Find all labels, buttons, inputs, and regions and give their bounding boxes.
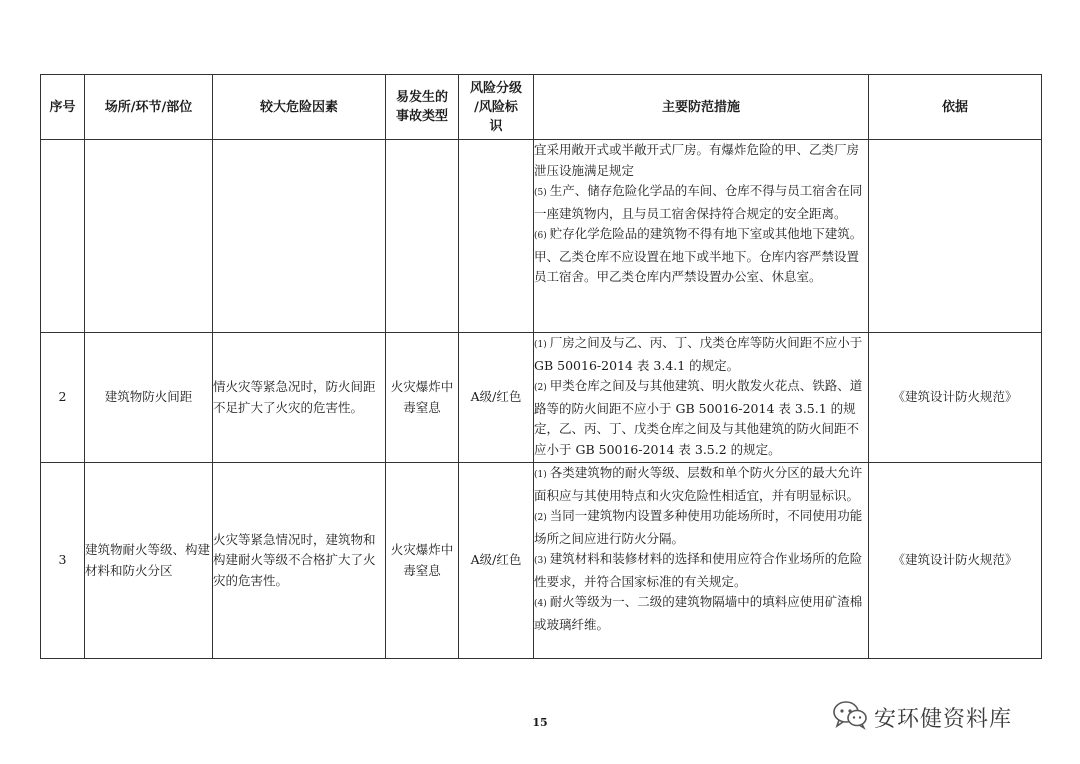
measure-number: (4)	[534, 599, 547, 609]
cell-accident	[386, 140, 459, 333]
measure-item	[534, 549, 868, 592]
cell-measures	[534, 463, 869, 659]
risk-table	[40, 74, 1042, 659]
cell-basis: 《建筑设计防火规范》	[869, 463, 1042, 659]
measure-number: (2)	[534, 383, 547, 393]
header-risk-level	[459, 75, 534, 140]
header-risk-line-1: 风险分级	[469, 80, 522, 96]
table-header-row	[41, 75, 1042, 140]
measure-number: (2)	[534, 513, 547, 523]
header-accident-type	[386, 75, 459, 140]
measure-text: 当同一建筑物内设置多种使用功能场所时，不同使用功能场所之间应进行防火分隔。	[534, 508, 863, 546]
measure-text: 各类建筑物的耐火等级、层数和单个防火分区的最大允许面积应与其使用特点和火灾危险性相适宜，并有明显标识。	[534, 465, 863, 503]
watermark-text: 安环健资料库	[874, 706, 1013, 732]
measure-item	[534, 463, 868, 506]
cell-measures	[534, 333, 869, 463]
measure-item	[534, 592, 868, 635]
measure-text: 贮存化学危险品的建筑物不得有地下室或其他地下建筑。甲、乙类仓库不应设置在地下或半地下。仓库内容严禁设置员工宿舍。甲乙类仓库内严禁设置办公室、休息室。	[534, 226, 863, 284]
header-measures: 主要防范措施	[534, 75, 869, 140]
measure-number: (1)	[534, 470, 547, 480]
cell-level	[459, 140, 534, 333]
measure-number: (6)	[534, 231, 547, 241]
table-row	[41, 140, 1042, 333]
wechat-icon	[832, 700, 868, 734]
cell-basis	[869, 140, 1042, 333]
header-risk-line-3: 识	[489, 118, 503, 134]
measure-item	[534, 140, 868, 181]
cell-basis: 《建筑设计防火规范》	[869, 333, 1042, 463]
measure-text: 厂房之间及与乙、丙、丁、戊类仓库等防火间距不应小于 GB 50016-2014 表 3.4.1 的规定。	[534, 335, 863, 373]
measure-item	[534, 376, 868, 460]
header-basis: 依据	[869, 75, 1042, 140]
measure-text: 生产、储存危险化学品的车间、仓库不得与员工宿舍在同一座建筑物内，且与员工宿舍保持符合规定的安全距离。	[534, 183, 863, 221]
cell-accident: 火灾爆炸中毒窒息	[386, 463, 459, 659]
cell-measures	[534, 140, 869, 333]
measure-text: 甲类仓库之间及与其他建筑、明火散发火花点、铁路、道路等的防火间距不应小于 GB 50016-2014 表 3.5.1 的规定，乙、丙、丁、戊类仓库之间及与其他建筑的防火间距不应小于 GB 50016-2014 表 3.5.2 的规定。	[534, 378, 863, 457]
header-risk-line-2: /风险标	[474, 99, 518, 115]
cell-level: A级/红色	[459, 463, 534, 659]
cell-seq: 3	[41, 463, 85, 659]
measure-number: (1)	[534, 340, 547, 350]
cell-hazard	[213, 140, 386, 333]
table-row	[41, 463, 1042, 659]
cell-place	[85, 140, 213, 333]
measure-text: 耐火等级为一、二级的建筑物隔墙中的填料应使用矿渣棉或玻璃纤维。	[534, 594, 863, 632]
measure-item	[534, 506, 868, 549]
measure-number: (3)	[534, 556, 547, 566]
header-seq: 序号	[41, 75, 85, 140]
cell-seq	[41, 140, 85, 333]
header-accident-line-2: 事故类型	[395, 109, 448, 124]
header-hazard: 较大危险因素	[213, 75, 386, 140]
measure-text: 宜采用敞开式或半敞开式厂房。有爆炸危险的甲、乙类厂房泄压设施满足规定	[534, 142, 860, 178]
measure-item	[534, 181, 868, 224]
page-number: 15	[532, 716, 548, 729]
cell-seq: 2	[41, 333, 85, 463]
measure-text: 建筑材料和装修材料的选择和使用应符合作业场所的危险性要求，并符合国家标准的有关规定。	[534, 551, 863, 589]
measure-number: (5)	[534, 188, 547, 198]
cell-level: A级/红色	[459, 333, 534, 463]
cell-place: 建筑物耐火等级、构建材料和防火分区	[85, 463, 213, 659]
watermark	[832, 700, 1012, 734]
header-accident-line-1: 易发生的	[395, 90, 448, 105]
cell-hazard: 火灾等紧急情况时，建筑物和构建耐火等级不合格扩大了火灾的危害性。	[213, 463, 386, 659]
header-place: 场所/环节/部位	[85, 75, 213, 140]
measure-item	[534, 333, 868, 376]
measure-item	[534, 224, 868, 288]
cell-accident: 火灾爆炸中毒窒息	[386, 333, 459, 463]
table-row	[41, 333, 1042, 463]
cell-hazard: 情火灾等紧急况时，防火间距不足扩大了火灾的危害性。	[213, 333, 386, 463]
cell-place: 建筑物防火间距	[85, 333, 213, 463]
